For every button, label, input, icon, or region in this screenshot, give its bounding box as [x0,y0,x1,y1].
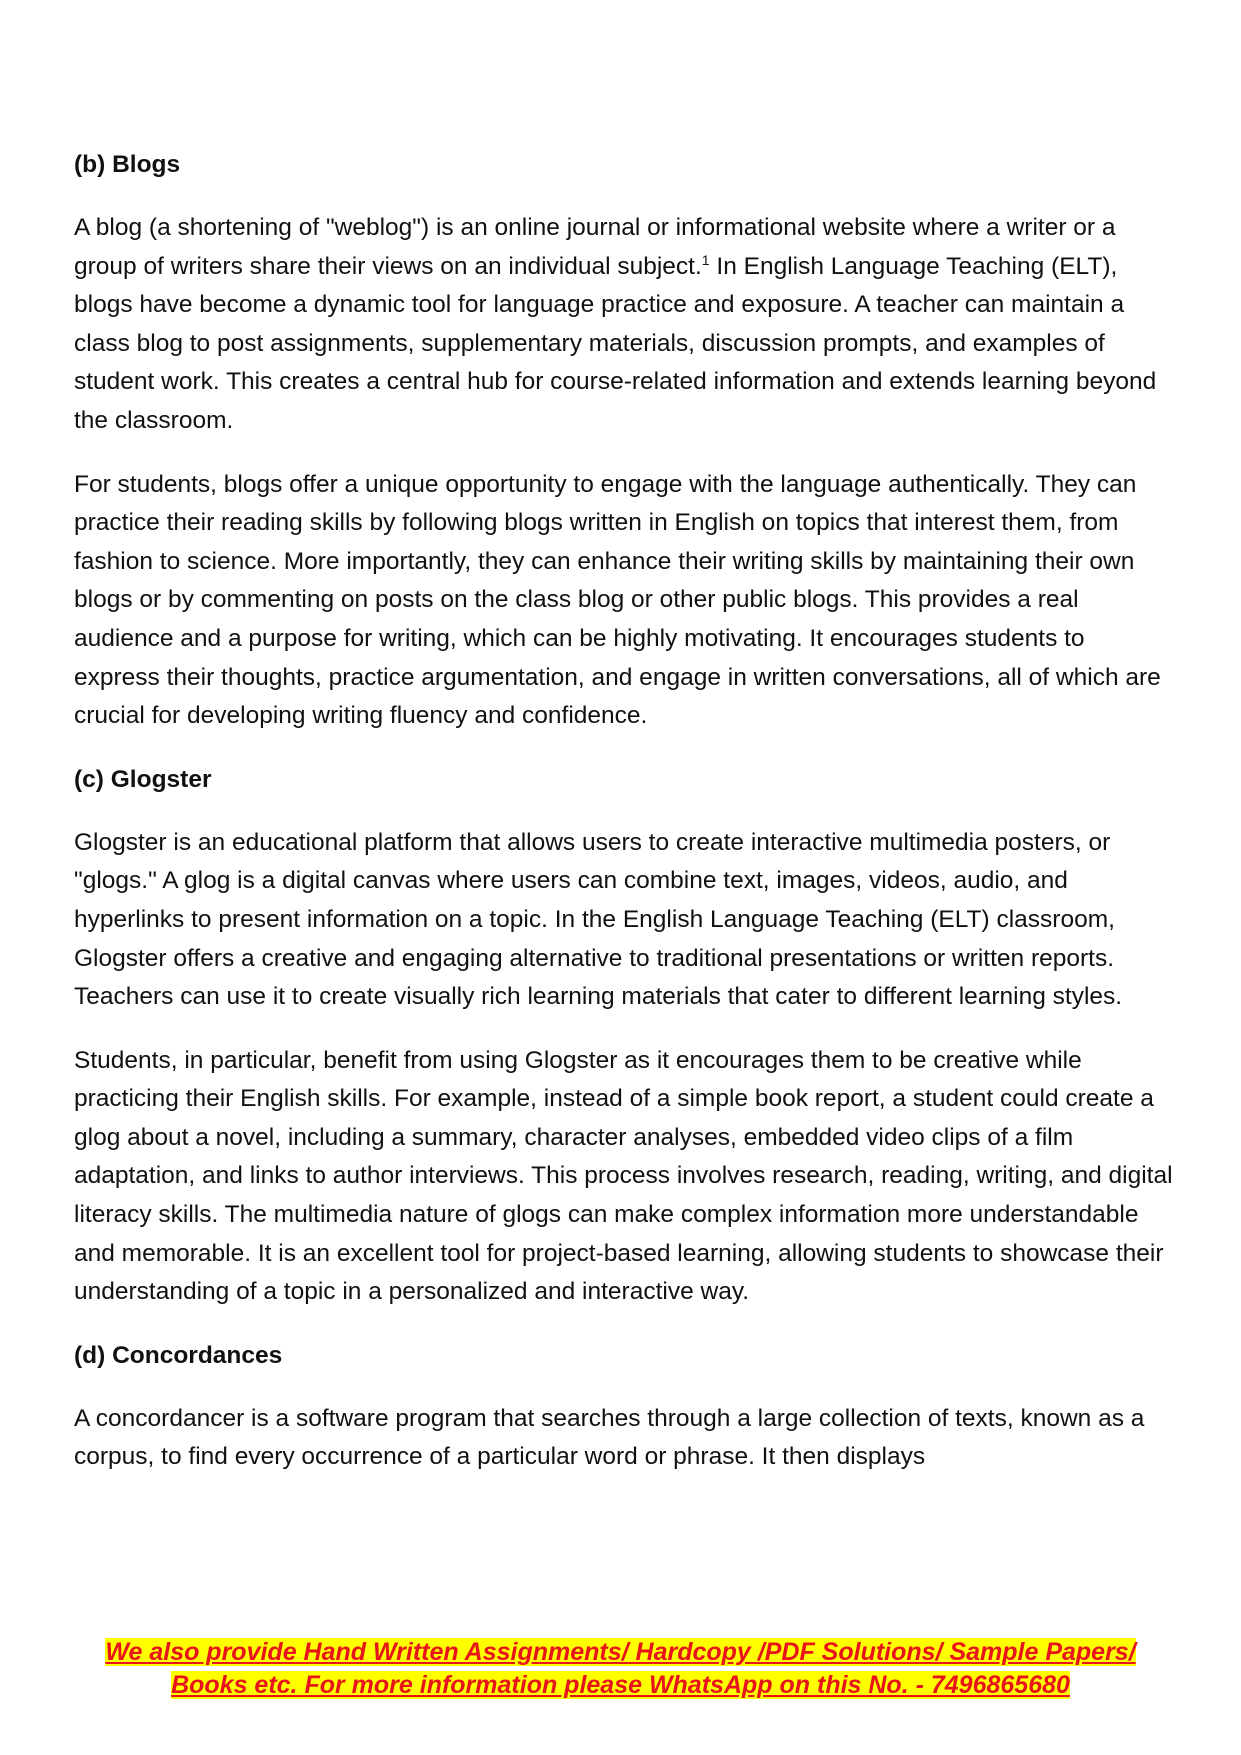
promo-footer-line-2-text: Books etc. For more information please WhatsApp on this No. - 7496865680 [171,1671,1070,1699]
promo-footer [0,1636,1241,1702]
footnote-marker: 1 [701,251,710,268]
blogs-paragraph-1 [74,209,1174,441]
promo-footer-line-1 [0,1636,1241,1669]
blogs-paragraph-2: For students, blogs offer a unique opportunity to engage with the language authentically. They can practice their reading skills by following blogs written in English on topics that interest them, from fashion to science. More importantly, they can enhance their writing skills by maintaining their own blogs or by commenting on posts on the class blog or other public blogs. This provides a real audience and a purpose for writing, which can be highly motivating. It encourages students to express their thoughts, practice argumentation, and engage in written conversations, all of which are crucial for developing writing fluency and confidence. [74,470,1161,730]
promo-footer-line-2 [0,1669,1241,1702]
section-heading-concordances: (d) Concordances [74,1341,283,1369]
blogs-paragraph-1-text: A blog (a shortening of "weblog") is an online journal or informational website where a writer or a group of writers share their views on an individual subject. [74,214,1116,280]
concordances-paragraph-1: A concordancer is a software program that searches through a large collection of texts, known as a corpus, to find every occurrence of a particular word or phrase. It then displays [74,1404,1145,1471]
section-heading-glogster: (c) Glogster [74,765,212,793]
section-heading-blogs: (b) Blogs [74,151,181,178]
glogster-paragraph-2: Students, in particular, benefit from using Glogster as it encourages them to be creative while practicing their English skills. For example, instead of a simple book report, a student could create a glog about a novel, including a summary, character analyses, embedded video clips of a film adaptation, and links to author interviews. This process involves research, reading, writing, and digital literacy skills. The multimedia nature of glogs can make complex information more understandable and memorable. It is an excellent tool for project-based learning, allowing students to showcase their understanding of a topic in a personalized and interactive way. [74,1046,1173,1306]
document-body [74,146,1174,1502]
glogster-paragraph-1: Glogster is an educational platform that allows users to create interactive multimedia posters, or "glogs." A glog is a digital canvas where users can combine text, images, videos, audio, and hyperlinks to present information on a topic. In the English Language Teaching (ELT) classroom, Glogster offers a creative and engaging alternative to traditional presentations or written reports. Teachers can use it to create visually rich learning materials that cater to different learning styles. [74,828,1123,1011]
promo-footer-line-1-text: We also provide Hand Written Assignments/ Hardcopy /PDF Solutions/ Sample Papers/ [105,1638,1136,1666]
blogs-paragraph-1-continued: In English Language Teaching (ELT), blogs have become a dynamic tool for language practice and exposure. A teacher can maintain a class blog to post assignments, supplementary materials, discussion prompts, and examples of student work. This creates a central hub for course-related information and extends learning beyond the classroom. [74,252,1157,434]
